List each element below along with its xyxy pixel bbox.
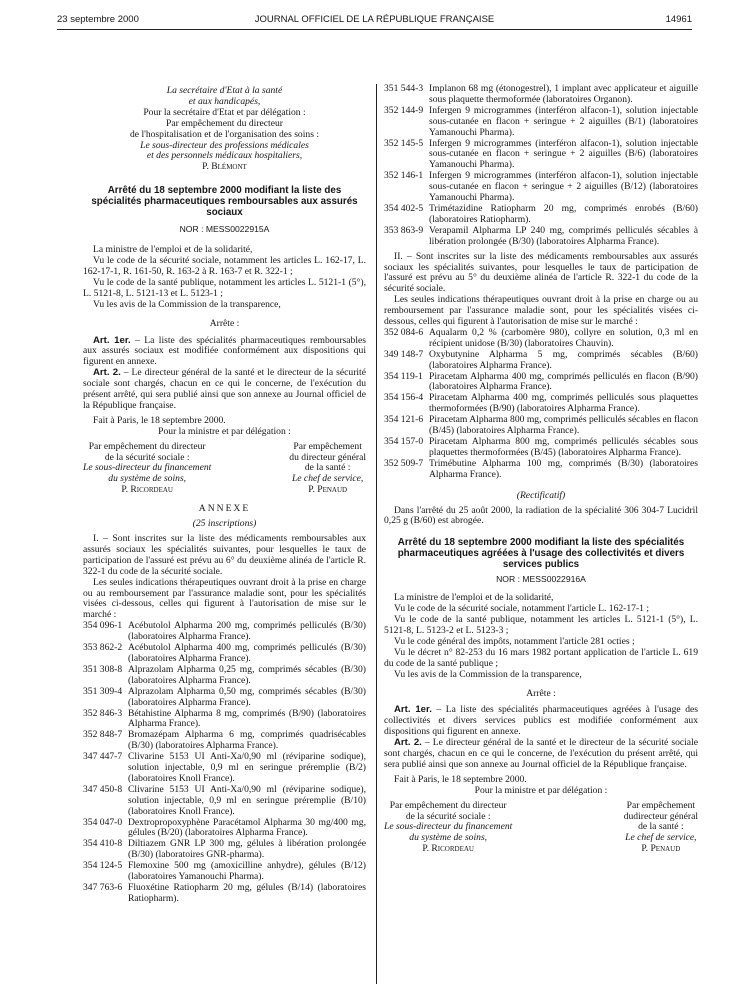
- drug-entry: [83, 687, 366, 709]
- signature-line: Pour la secrétaire d'Etat et par délégation :: [143, 106, 306, 118]
- drug-description: Trimétazidine Ratiopharm 20 mg, comprimés enrobés (B/60) (laboratoires Ratiopharm).: [429, 202, 698, 225]
- drug-entry: [384, 415, 698, 437]
- drug-code: 354 410-8: [83, 838, 123, 850]
- paragraph: Vu le code de la sécurité sociale, notamment l'article L. 162-17-1 ;: [394, 603, 650, 615]
- drug-description: Bromazépam Alpharma 6 mg, comprimés quadrisécables (B/30) (laboratoires Alpharma France).: [128, 729, 366, 752]
- rectificatif-heading: (Rectificatif): [516, 489, 566, 501]
- header-title: JOURNAL OFFICIEL DE LA RÉPUBLIQUE FRANÇAISE: [254, 14, 495, 25]
- rectificatif-text: Dans l'arrêté du 25 août 2000, la radiation de la spécialité 306 304-7 Lucidril 0,25 g (B/60) est abrogée.: [384, 504, 698, 527]
- fait-a-paris: Fait à Paris, le 18 septembre 2000.: [394, 773, 527, 785]
- signatory-name: P. Penaud: [641, 843, 681, 855]
- signature-left: [384, 801, 512, 856]
- drug-description: Fluoxétine Ratiopharm 20 mg, gélules (B/14) (laboratoires Ratiopharm).: [128, 882, 366, 904]
- drug-description: Implanon 68 mg (étonogestrel), 1 implant avec applicateur et aiguille sous plaquette thermoformée (laboratoires Organon).: [429, 83, 698, 105]
- drug-code: 352 509-7: [384, 457, 424, 469]
- drug-description: Trimébutine Alpharma 100 mg, comprimés (B/30) (laboratoires Alpharma France).: [429, 457, 698, 480]
- article-2: [83, 368, 366, 412]
- drug-entry: [384, 393, 698, 415]
- drug-entry: [83, 643, 366, 665]
- drug-code: 351 544-3: [384, 83, 424, 94]
- signature-line: de la santé :: [304, 462, 351, 474]
- right-column: [384, 84, 698, 855]
- drug-code: 352 846-3: [83, 707, 123, 719]
- signatory-name: P. Ricordeau: [422, 843, 474, 855]
- drug-entry: [384, 372, 698, 394]
- drug-description: Dextropropoxyphène Paracétamol Alpharma 30 mg/400 mg, gélules (B/20) (laboratoires Alpharma France).: [128, 816, 366, 839]
- signature-right: [624, 801, 698, 856]
- drug-code: 354 121-6: [384, 414, 424, 426]
- paragraph: Vu les avis de la Commission de la transparence,: [394, 668, 582, 680]
- drug-code: 352 146-1: [384, 170, 424, 182]
- drug-list-section-1: [83, 621, 366, 905]
- drug-description: Alprazolam Alpharma 0,50 mg, comprimés sécables (B/30) (laboratoires Alpharma France).: [128, 685, 366, 708]
- paragraph: La ministre de l'emploi et de la solidarité,: [93, 244, 253, 256]
- drug-entry: [83, 883, 366, 905]
- drug-entry: [384, 139, 698, 172]
- paragraph: Vu le décret n° 82-253 du 16 mars 1982 portant application de l'article L. 619 du code de la santé publique ;: [384, 646, 698, 669]
- signature-pair: [384, 801, 698, 856]
- signature-left: [83, 442, 211, 497]
- drug-description: Clivarine 5153 UI Anti-Xa/0,90 ml (réviparine sodique), solution injectable, 0,9 ml en seringue préremplie (B/10) (laboratoires Knoll France).: [128, 783, 366, 817]
- annexe-heading: ANNEXE: [198, 503, 251, 515]
- signatory-name: P. Ricordeau: [121, 484, 173, 496]
- signature-line: Par empêchement du directeur: [166, 117, 283, 129]
- section-2-indications: Les seules indications thérapeutiques ouvrant droit à la prise en charge ou au remboursement par l'assurance maladie sont, pour les spécialités visées ci-dessous, celles qui figurent à l'autorisation de mise sur le marché :: [384, 294, 698, 328]
- arrete-title: Arrêté du 18 septembre 2000 modifiant la liste des spécialités pharmaceutiques agréées à l'usage des collectivités et divers services publics: [397, 537, 685, 571]
- drug-entry: [83, 709, 366, 731]
- signature-line: Par empêchement: [293, 440, 362, 452]
- signature-line: Le sous-directeur du financement: [83, 462, 212, 474]
- drug-code: 347 447-7: [83, 751, 123, 763]
- article-label: Art. 1er.: [93, 334, 131, 346]
- article-label: Art. 2.: [394, 737, 422, 749]
- drug-description: Clivarine 5153 UI Anti-Xa/0,90 ml (réviparine sodique), solution injectable, 0,9 ml en seringue préremplie (B/2) (laboratoires Knoll France).: [128, 751, 366, 784]
- drug-code: 353 862-2: [83, 642, 123, 654]
- header-page-number: 14961: [665, 14, 692, 25]
- drug-entry: [384, 171, 698, 204]
- article-text: – Le directeur général de la santé et le directeur de la sécurité sociale sont chargés, chacun en ce qui le concerne, de l'exécution du présent arrêté, qui sera publié ainsi que son annexe au Journal officiel de la République française.: [83, 367, 366, 411]
- drug-code: 347 763-6: [83, 882, 123, 893]
- drug-description: Flemoxine 500 mg (amoxicilline anhydre), gélules (B/12) (laboratoires Yamanouchi Pharma).: [128, 860, 366, 883]
- header-date: 23 septembre 2000: [57, 14, 139, 25]
- drug-entry: [83, 665, 366, 687]
- arrete-heading: Arrête :: [209, 317, 240, 329]
- signature-line: de la santé :: [638, 821, 684, 833]
- section-2-intro: II. – Sont inscrites sur la liste des médicaments remboursables aux assurés sociaux les spécialités suivantes, pour lesquelles le taux de participation de l'assuré est prévu au 5° du deuxième alinéa de l'article R. 322-1 du code de la sécurité sociale.: [384, 250, 698, 295]
- signature-line: Par empêchement du directeur: [88, 440, 206, 452]
- drug-code: 352 084-6: [384, 326, 424, 338]
- header-rule: [57, 29, 692, 30]
- drug-list-section-2: [384, 328, 698, 481]
- signature-line: du directeur général: [289, 451, 366, 463]
- paragraph: Vu le code de la santé publique, notamment les articles L. 5121-1 (5°), L. 5121-8, L. 5121-13 et L. 5123-1 ;: [83, 276, 366, 299]
- signatory-name: P. Blémont: [202, 161, 247, 173]
- article-text: – La liste des spécialités pharmaceutiques remboursables aux assurés sociaux est modifiée conformément aux dispositions qui figurent en annexe.: [83, 334, 366, 368]
- signature-line: de la sécurité sociale :: [405, 810, 491, 822]
- article-text: – La liste des spécialités pharmaceutiques agréées à l'usage des collectivités et divers services publics est modifiée conformément aux dispositions qui figurent en annexe.: [384, 704, 698, 738]
- article-2: [384, 738, 698, 771]
- drug-description: Infergen 9 microgrammes (interféron alfacon-1), solution injectable sous-cutanée en flacon + seringue + 2 aiguilles (B/6) (laboratoires Yamanouchi Pharma).: [429, 137, 698, 171]
- signature-line: de l'hospitalisation et de l'organisation des soins :: [129, 128, 319, 140]
- drug-code: 351 308-8: [83, 663, 123, 675]
- drug-list-section-1-continued: [384, 84, 698, 248]
- arrete-title: Arrêté du 18 septembre 2000 modifiant la liste des spécialités pharmaceutiques remboursables aux assurés sociaux: [91, 185, 358, 219]
- signature-line: Par empêchement du directeur: [389, 799, 507, 811]
- signature-right: [289, 442, 366, 497]
- drug-description: Acébutolol Alpharma 200 mg, comprimés pelliculés (B/30) (laboratoires Alpharma France).: [128, 620, 366, 643]
- paragraph-text: Vu le code général des impôts, notamment l'article 281 octies ;: [394, 635, 635, 647]
- drug-code: 354 096-1: [83, 620, 123, 632]
- drug-description: Verapamil Alpharma LP 240 mg, comprimés pelliculés sécables à libération prolongée (B/30) (laboratoires Alpharma France).: [429, 224, 698, 247]
- section-1-indications: Les seules indications thérapeutiques ouvrant droit à la prise en charge ou au remboursement par l'assurance maladie sont, pour les spécialités visées ci-dessous, celles qui figurent à l'autorisation de mise sur le marché :: [83, 576, 366, 621]
- drug-entry: [83, 839, 366, 861]
- drug-entry: [83, 818, 366, 840]
- signature-line: Le chef de service,: [625, 832, 697, 844]
- drug-code: 354 402-5: [384, 202, 424, 214]
- drug-code: 351 309-4: [83, 685, 123, 697]
- signature-line: Le chef de service,: [291, 473, 364, 485]
- drug-entry: [384, 106, 698, 139]
- nor-reference: NOR : MESS0022915A: [179, 224, 270, 235]
- drug-description: Piracetam Alpharma 800 mg, comprimés pelliculés sécables en flacon (B/45) (laboratoires Alpharma France).: [429, 414, 698, 437]
- article-text: – Le directeur général de la santé et le directeur de la sécurité sociale sont chargés, chacun en ce qui le concerne, de l'exécution du présent arrêté, qui sera publié ainsi que son annexe au Journal officiel de la République française.: [384, 737, 698, 770]
- drug-code: 354 047-0: [83, 816, 123, 828]
- drug-code: 354 156-4: [384, 392, 424, 404]
- drug-entry: [384, 328, 698, 350]
- drug-description: Acébutolol Alpharma 400 mg, comprimés pelliculés (B/30) (laboratoires Alpharma France).: [128, 642, 366, 664]
- paragraph: Vu le code de la santé publique, notamment les articles L. 5121-1 (5°), L. 5121-8, L. 5123-2 et L. 5123-3 ;: [384, 614, 698, 636]
- drug-description: Alprazolam Alpharma 0,25 mg, comprimés sécables (B/30) (laboratoires Alpharma France).: [128, 663, 366, 686]
- article-1: [384, 705, 698, 738]
- signatory-name: P. Penaud: [308, 484, 348, 496]
- left-column: [83, 86, 366, 905]
- signature-line: La secrétaire d'Etat à la santé: [166, 85, 283, 96]
- signature-line: dudirecteur général: [623, 810, 698, 822]
- drug-entry: [83, 621, 366, 643]
- paragraph: La ministre de l'emploi et de la solidarité,: [394, 592, 554, 604]
- drug-code: 354 124-5: [83, 860, 123, 872]
- drug-entry: [83, 785, 366, 818]
- signature-line: du système de soins,: [409, 832, 488, 844]
- drug-entry: [384, 204, 698, 226]
- drug-entry: [83, 861, 366, 883]
- article-1: [83, 336, 366, 369]
- signature-pair: [83, 442, 366, 497]
- arrete-heading: Arrête :: [526, 687, 556, 699]
- drug-description: Bétahistine Alpharma 8 mg, comprimés (B/90) (laboratoires Alpharma France).: [128, 707, 366, 730]
- article-label: Art. 1er.: [394, 704, 432, 716]
- drug-entry: [384, 459, 698, 481]
- drug-description: Piracetam Alpharma 400 mg, comprimés pelliculés en flacon (B/90) (laboratoires Alpharma France).: [429, 370, 698, 393]
- drug-entry: [384, 437, 698, 459]
- drug-code: 352 144-9: [384, 104, 424, 116]
- paragraph: Vu le code de la sécurité sociale, notamment les articles L. 162-17, L. 162-17-1, R. 161-50, R. 163-2 à R. 163-7 et R. 322-1 ;: [83, 255, 366, 277]
- drug-entry: [384, 84, 698, 106]
- drug-entry: [384, 226, 698, 248]
- signature-line: Le sous-directeur du financement: [384, 821, 513, 833]
- drug-description: Aqualarm 0,2 % (carbomère 980), collyre en solution, 0,3 ml en récipient unidose (B/30) (laboratoires Chauvin).: [429, 326, 698, 349]
- drug-description: Piracetam Alpharma 400 mg, comprimés pelliculés sous plaquettes thermoformées (B/90) (laboratoires Alpharma France).: [429, 392, 698, 415]
- signature-line: Le sous-directeur des professions médicales: [140, 139, 309, 151]
- drug-entry: [83, 752, 366, 785]
- column-divider: [376, 84, 377, 984]
- drug-entry: [384, 350, 698, 372]
- fait-a-paris: Fait à Paris, le 18 septembre 2000.: [93, 414, 226, 426]
- drug-code: 347 450-8: [83, 783, 123, 795]
- previous-signature-block: [83, 86, 366, 173]
- drug-code: 349 148-7: [384, 348, 424, 360]
- running-header: [57, 14, 692, 30]
- section-1-intro: I. – Sont inscrites sur la liste des médicaments remboursables aux assurés sociaux les spécialités suivantes, pour lesquelles le taux de participation de l'assuré est prévu au 6° du deuxième alinéa de l'article R. 322-1 du code de la sécurité sociale.: [83, 533, 366, 577]
- drug-code: 352 145-5: [384, 137, 424, 149]
- delegation-line: Pour la ministre et par délégation :: [474, 784, 608, 796]
- article-label: Art. 2.: [93, 367, 121, 379]
- drug-description: Piracetam Alpharma 800 mg, comprimés pelliculés sécables sous plaquettes thermoformées (B/45) (laboratoires Alpharma France).: [429, 436, 698, 458]
- drug-entry: [83, 730, 366, 752]
- delegation-line: Pour la ministre et par délégation :: [158, 425, 291, 437]
- inscriptions-count: (25 inscriptions): [192, 518, 257, 530]
- signature-line: du système de soins,: [108, 473, 187, 485]
- signature-line: et aux handicapés,: [188, 95, 261, 107]
- drug-description: Infergen 9 microgrammes (interféron alfacon-1), solution injectable sous-cutanée en flacon + seringue + 2 aiguilles (B/12) (laboratoires Yamanouchi Pharma).: [429, 170, 698, 204]
- signature-line: de la sécurité sociale :: [104, 451, 190, 463]
- drug-code: 353 863-9: [384, 224, 424, 236]
- drug-code: 354 157-0: [384, 436, 424, 447]
- signature-line: et des personnels médicaux hospitaliers,: [146, 150, 303, 162]
- drug-code: 354 119-1: [384, 370, 423, 382]
- drug-description: Oxybutynine Alpharma 5 mg, comprimés sécables (B/60) (laboratoires Alpharma France).: [429, 348, 698, 371]
- drug-description: Diltiazem GNR LP 300 mg, gélules à libération prolongée (B/30) (laboratoires GNR-pharma).: [128, 838, 366, 861]
- nor-reference: NOR : MESS0022916A: [496, 574, 586, 585]
- drug-description: Infergen 9 microgrammes (interféron alfacon-1), solution injectable sous-cutanée en flacon + seringue + 2 aiguilles (B/1) (laboratoires Yamanouchi Pharma).: [429, 104, 698, 138]
- drug-code: 352 848-7: [83, 729, 123, 741]
- signature-line: Par empêchement: [626, 799, 696, 811]
- paragraph: Vu les avis de la Commission de la transparence,: [93, 298, 281, 310]
